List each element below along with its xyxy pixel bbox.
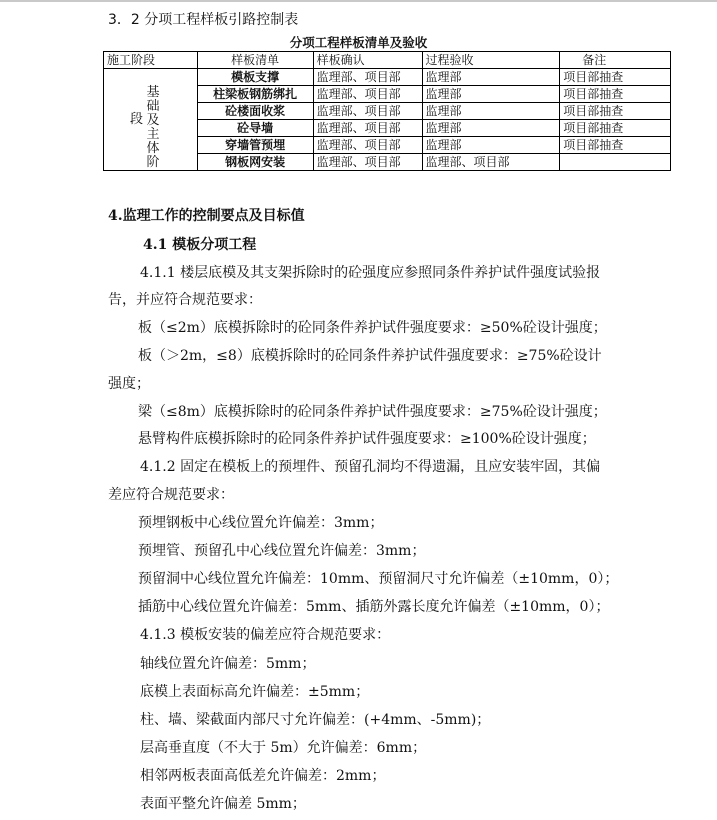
- paragraph-line: 4.1.2 固定在模板上的预埋件、预留孔洞均不得遗漏，且应安装牢固，其偏: [140, 459, 601, 475]
- paragraph-line: 梁（≤8m）底模拆除时的砼同条件养护试件强度要求：≥75%砼设计强度；: [138, 404, 607, 420]
- paragraph-line: 表面平整允许偏差 5mm；: [140, 796, 306, 812]
- remark: 项目部抽查: [560, 137, 671, 154]
- stage-label-left: 段: [130, 111, 144, 127]
- stage-cell: [104, 69, 198, 171]
- header-sample-confirm: 样板确认: [313, 52, 422, 69]
- sample-item: 柱梁板钢筋绑扎: [197, 86, 313, 103]
- sample-confirm: 监理部、项目部: [313, 137, 422, 154]
- process-accept: 监理部: [422, 69, 560, 86]
- paragraph-line: 轴线位置允许偏差：5mm；: [140, 656, 316, 672]
- sample-confirm: 监理部、项目部: [313, 154, 422, 171]
- sample-item: 砼楼面收浆: [197, 103, 313, 120]
- paragraph-line: 预埋管、预留孔中心线位置允许偏差：3mm；: [138, 543, 426, 559]
- paragraph-line: 告，并应符合规范要求：: [108, 292, 262, 308]
- header-stage: 施工阶段: [104, 52, 198, 69]
- sample-item: 穿墙管预埋: [197, 137, 313, 154]
- sample-confirm: 监理部、项目部: [313, 103, 422, 120]
- paragraph-line: 板（＞2m，≤8）底模拆除时的砼同条件养护试件强度要求：≥75%砼设计: [138, 348, 602, 364]
- paragraph-line: 底模上表面标高允许偏差：±5mm；: [140, 684, 370, 700]
- heading-4: 4.监理工作的控制要点及目标值: [108, 208, 305, 224]
- paragraph-line: 4.1.1 楼层底模及其支架拆除时的砼强度应参照同条件养护试件强度试验报: [140, 265, 601, 281]
- table-row: [104, 69, 671, 86]
- remark: 项目部抽查: [560, 69, 671, 86]
- sample-item: 砼导墙: [197, 120, 313, 137]
- remark: [560, 154, 671, 171]
- page-top-border: [0, 0, 717, 2]
- table-title: 分项工程样板清单及验收: [289, 35, 428, 50]
- sample-item: 钢板网安装: [197, 154, 313, 171]
- paragraph-line: 悬臂构件底模拆除时的砼同条件养护试件强度要求：≥100%砼设计强度；: [138, 431, 596, 447]
- paragraph-line: 预埋钢板中心线位置允许偏差：3mm；: [138, 515, 384, 531]
- sample-item: 模板支撑: [197, 69, 313, 86]
- sample-confirm: 监理部、项目部: [313, 120, 422, 137]
- table-header-row: [104, 52, 671, 69]
- heading-4-1: 4.1 模板分项工程: [143, 237, 257, 253]
- paragraph-line: 强度；: [108, 376, 150, 392]
- header-sample-list: 样板清单: [197, 52, 313, 69]
- section-heading: 3．2 分项工程样板引路控制表: [108, 12, 299, 28]
- paragraph-line: 插筋中心线位置允许偏差：5mm、插筋外露长度允许偏差（±10mm，0）；: [138, 599, 610, 615]
- paragraph-line: 相邻两板表面高低差允许偏差：2mm；: [140, 768, 386, 784]
- sample-board-table: [103, 51, 671, 171]
- header-process-accept: 过程验收: [422, 52, 560, 69]
- paragraph-line: 柱、墙、梁截面内部尺寸允许偏差：(+4mm、-5mm)；: [140, 712, 491, 728]
- remark: 项目部抽查: [560, 103, 671, 120]
- remark: 项目部抽查: [560, 120, 671, 137]
- process-accept: 监理部、项目部: [422, 154, 560, 171]
- stage-label-right: 基础及主体阶: [146, 84, 160, 170]
- process-accept: 监理部: [422, 137, 560, 154]
- process-accept: 监理部: [422, 103, 560, 120]
- remark: 项目部抽查: [560, 86, 671, 103]
- paragraph-line: 差应符合规范要求：: [108, 487, 234, 503]
- paragraph-line: 层高垂直度（不大于 5m）允许偏差：6mm；: [140, 740, 427, 756]
- header-remarks: 备注: [560, 52, 671, 69]
- process-accept: 监理部: [422, 86, 560, 103]
- sample-confirm: 监理部、项目部: [313, 69, 422, 86]
- process-accept: 监理部: [422, 120, 560, 137]
- paragraph-line: 预留洞中心线位置允许偏差：10mm、预留洞尺寸允许偏差（±10mm，0）；: [138, 571, 619, 587]
- sample-confirm: 监理部、项目部: [313, 86, 422, 103]
- paragraph-line: 板（≤2m）底模拆除时的砼同条件养护试件强度要求：≥50%砼设计强度；: [138, 320, 607, 336]
- paragraph-line: 4.1.3 模板安装的偏差应符合规范要求：: [140, 627, 391, 643]
